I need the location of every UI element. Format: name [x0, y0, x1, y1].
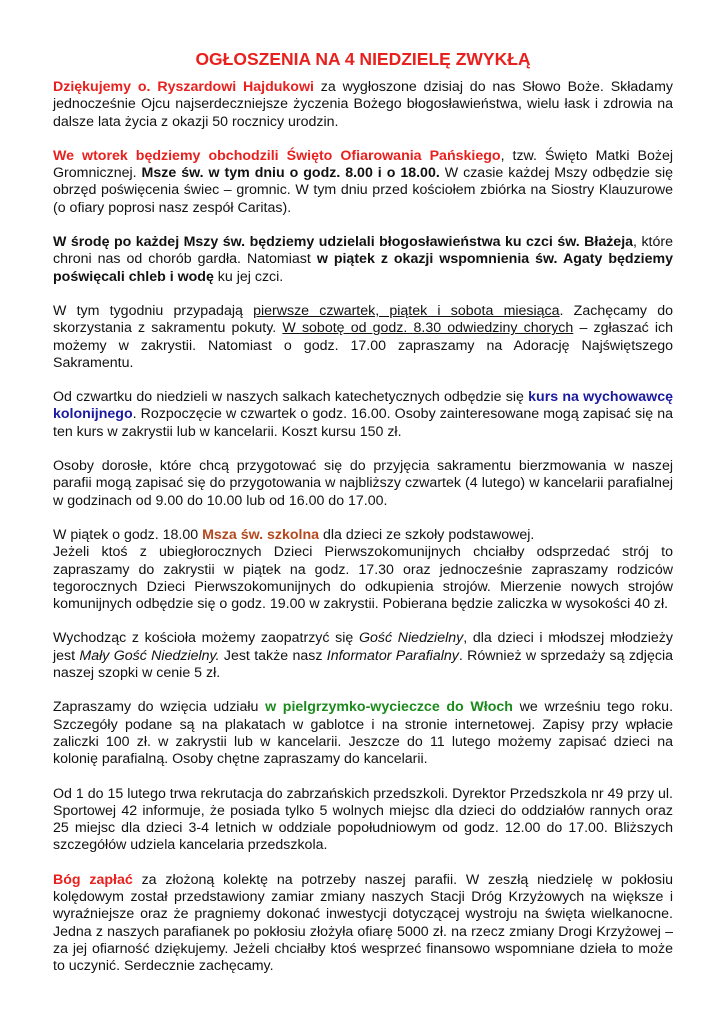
highlight-text: kurs na wychowawcę kolonijnego — [53, 389, 673, 423]
highlight-text: Msza św. szkolna — [202, 526, 320, 543]
announcement-first-days: W tym tygodniu przypadają pierwsze czwartek, piątek i sobota miesiąca. Zachęcamy do skorzystania z sakramentu pokuty. W sobotę od godz. 8.30 odwiedziny chorych – zgłaszać ich możemy w zakrystii. Natomiast o godz. 17.00 zapraszamy na Adorację Najświętszego Sakramentu. — [53, 302, 673, 371]
announcement-blessings: W środę po każdej Mszy św. będziemy udzielali błogosławieństwa ku czci św. Błażeja, które chroni nas od chorób gardła. Natomiast w piątek z okazji wspomnienia św. Agaty będziemy poświęcali chleb i wodę ku jej czci. — [53, 234, 673, 285]
announcement-thanks-guest: Dziękujemy o. Ryszardowi Hajdukowi za wygłoszone dzisiaj do nas Słowo Boże. Składamy jednocześnie Ojcu najserdeczniejsze życzenia Bożego błogosławieństwa, wielu łask i zdrowia na dalsze lata życia z okazji 50 rocznicy urodzin. — [53, 79, 673, 130]
announcement-school-mass: W piątek o godz. 18.00 Msza św. szkolna dla dzieci ze szkoły podstawowej. — [53, 526, 535, 543]
highlight-text: Bóg zapłać — [53, 871, 133, 888]
highlight-text: w pielgrzymko-wycieczce do Włoch — [265, 699, 513, 716]
highlight-text: We wtorek będziemy obchodzili Święto Ofiarowania Pańskiego — [53, 147, 501, 164]
page-title: OGŁOSZENIA NA 4 NIEDZIELĘ ZWYKŁĄ — [195, 49, 531, 69]
announcement-presentation-feast: We wtorek będziemy obchodzili Święto Ofiarowania Pańskiego, tzw. Święto Matki Bożej Gromnicznej. Msze św. w tym dniu o godz. 8.00 i o 18.00. W czasie każdej Mszy odbędzie się obrzęd poświęcenia świec – gromnic. W tym dniu przed kościołem zbiórka na Siostry Klauzurowe (o ofiary poprosi nasz zespół Caritas). — [53, 147, 674, 216]
announcement-thanksgiving: Bóg zapłać za złożoną kolektę na potrzeby naszej parafii. W zeszłą niedzielę w pokłosiu kolędowym został przedstawiony zamiar zmiany naszych Stacji Dróg Krzyżowych na większe i wyraźniejsze oraz że pragniemy dokonać inwestycji dotyczącej wystroju na święta wielkanocne. Jedna z naszych parafianek po pokłosiu złożyła ofiarę 5000 zł. na rzecz zmiany Drogi Krzyżowej – za jej ofiarność dziękujemy. Jeżeli chciałby ktoś wesprzeć finansowo wspomniane dzieła to może to uczynić. Serdecznie zachęcamy. — [53, 871, 673, 975]
announcements-page — [53, 48, 673, 992]
announcement-press: Wychodząc z kościoła możemy zaopatrzyć się Gość Niedzielny, dla dzieci i młodszej młodzieży jest Mały Gość Niedzielny. Jest także nasz Informator Parafialny. Również w sprzedaży są zdjęcia naszej szopki w cenie 5 zł. — [53, 630, 673, 682]
announcement-camp-course: Od czwartku do niedzieli w naszych salkach katechetycznych odbędzie się kurs na wychowawcę kolonijnego. Rozpoczęcie w czwartek o godz. 16.00. Osoby zainteresowane mogą zapisać się na ten kurs w zakrystii lub w kancelarii. Koszt kursu 150 zł. — [53, 389, 673, 440]
announcement-communion-outfits: Jeżeli ktoś z ubiegłorocznych Dzieci Pierwszokomunijnych chciałby odsprzedać strój to zapraszamy do zakrystii w piątek na godz. 17.30 oraz jednocześnie zapraszamy rodziców tegorocznych Dzieci Pierwszokomunijnych do odkupienia strojów. Mierzenie nowych strojów komunijnych odbędzie się o godz. 19.00 w zakrystii. Pobierana będzie zaliczka w wysokości 40 zł. — [53, 544, 673, 613]
highlight-text: Dziękujemy o. Ryszardowi Hajdukowi — [53, 79, 314, 95]
announcement-pilgrimage: Zapraszamy do wzięcia udziału w pielgrzymko-wycieczce do Włoch we wrześniu tego roku. Szczegóły podane są na plakatach w gablotce i na stronie internetowej. Zapisy przy wpłacie zaliczki 100 zł. w zakrystii lub w kancelarii. Jeszcze do 11 lutego możemy zapisać dzieci na kolonię parafialną. Osoby chętne zapraszamy do kancelarii. — [53, 699, 674, 768]
announcement-confirmation: Osoby dorosłe, które chcą przygotować się do przyjęcia sakramentu bierzmowania w naszej parafii mogą zapisać się do przygotowania w najbliższy czwartek (4 lutego) w kancelarii parafialnej w godzinach od 9.00 do 10.00 lub od 16.00 do 17.00. — [53, 458, 673, 509]
announcement-kindergarten: Od 1 do 15 lutego trwa rekrutacja do zabrzańskich przedszkoli. Dyrektor Przedszkola nr 49 przy ul. Sportowej 42 informuje, że posiada tylko 5 wolnych miejsc dla dzieci do oddziałów rannych oraz 25 miejsc dla dzieci 3-4 letnich w oddziale popołudniowym od godz. 12.00 do 17.00. Bliższych szczegółów udziela kancelaria przedszkola. — [53, 785, 673, 854]
